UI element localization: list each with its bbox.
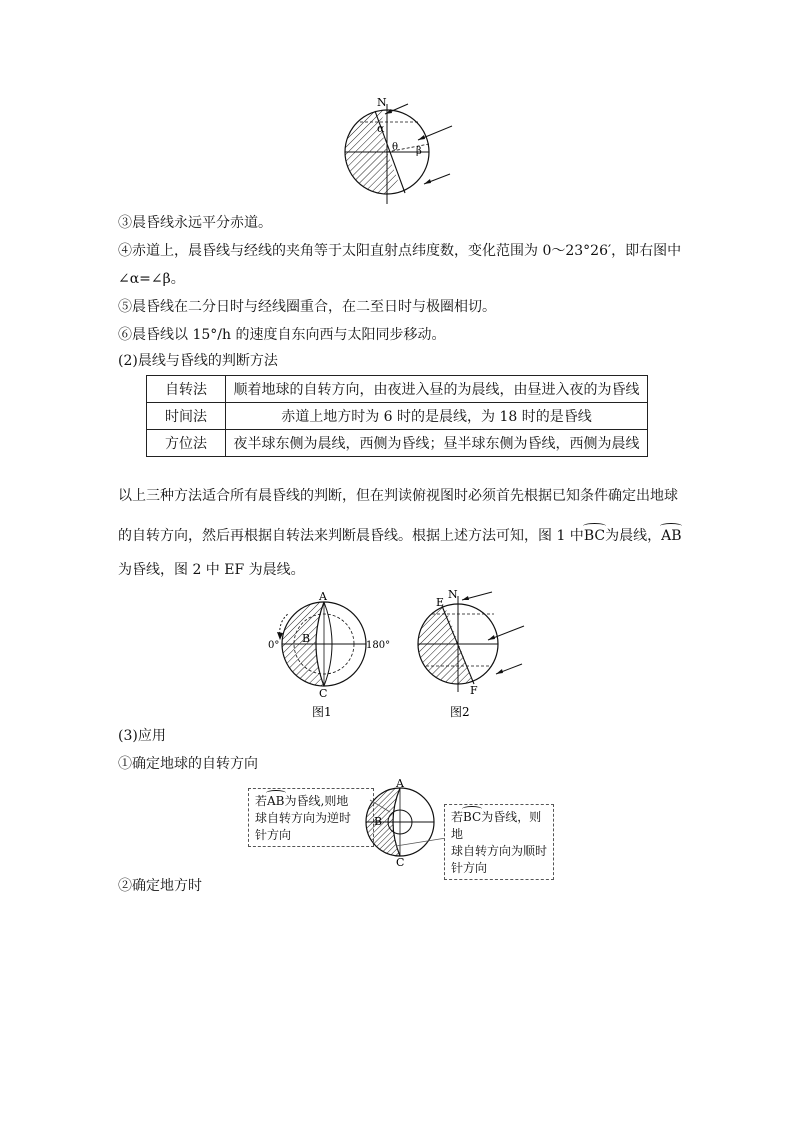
figure-3 xyxy=(360,778,450,868)
arc-ab: AB xyxy=(661,524,681,546)
application-item-1: ①确定地球的自转方向 xyxy=(118,756,258,772)
table-row xyxy=(147,376,648,403)
callout-text: 为昏线,则地 xyxy=(284,794,349,808)
figure-2 xyxy=(412,588,534,720)
method-description: 顺着地球的自转方向，由夜进入昼的为晨线，由昼进入夜的为昏线 xyxy=(226,376,648,403)
longitude-0-label: 0° xyxy=(268,640,280,651)
longitude-180-label: 180° xyxy=(366,640,391,651)
application-item-2: ②确定地方时 xyxy=(118,878,202,894)
callout-right-line-3: 针方向 xyxy=(451,861,488,875)
paragraph-line-1: 以上三种方法适合所有晨昏线的判断，但在判读俯视图时必须首先根据已知条件确定出地球 xyxy=(118,488,678,504)
callout-text: 为昏线，则地 xyxy=(451,810,542,841)
section-2-heading: (2)晨线与昏线的判断方法 xyxy=(118,353,278,369)
alpha-label: α xyxy=(377,122,385,135)
point-a-label: A xyxy=(396,778,404,790)
method-name: 方位法 xyxy=(147,430,226,457)
callout-right-line-2: 球自转方向为顺时 xyxy=(451,844,548,858)
point-4-line-2: ∠α=∠β。 xyxy=(118,271,185,287)
theta-label: θ xyxy=(392,142,399,153)
callout-left-line-2: 球自转方向为逆时 xyxy=(255,811,352,825)
point-f-label: F xyxy=(470,684,478,697)
point-6: ⑥晨昏线以 15°/h 的速度自东向西与太阳同步移动。 xyxy=(118,327,446,343)
judgment-method-table xyxy=(146,375,648,457)
point-b-label: B xyxy=(302,632,311,645)
method-description: 夜半球东侧为晨线，西侧为昏线；昼半球东侧为昏线，西侧为晨线 xyxy=(226,430,648,457)
paragraph-line-3: 为昏线，图 2 中 EF 为晨线。 xyxy=(118,562,305,578)
section-3-heading: (3)应用 xyxy=(118,728,166,744)
point-4-line-1: ④赤道上，晨昏线与经线的夹角等于太阳直射点纬度数，变化范围为 0～23°26′，即右图中 xyxy=(118,243,682,259)
figure-1 xyxy=(266,592,394,720)
north-label: N xyxy=(377,96,387,109)
terminator-angle-figure xyxy=(330,92,460,212)
table-row xyxy=(147,403,648,430)
paragraph-text: 为晨线， xyxy=(605,528,662,544)
point-e-label: E xyxy=(436,596,445,609)
callout-left xyxy=(248,788,374,847)
point-c-label: C xyxy=(396,856,405,868)
callout-text: 若 xyxy=(451,810,464,824)
callout-left-line-3: 针方向 xyxy=(255,828,292,842)
callout-right-line-1 xyxy=(451,807,547,843)
figure-1-caption: 图1 xyxy=(312,705,332,719)
point-a-label: A xyxy=(319,592,327,603)
point-3: ③晨昏线永远平分赤道。 xyxy=(118,215,272,231)
figure-2-caption: 图2 xyxy=(450,705,470,719)
callout-left-line-1 xyxy=(255,791,367,810)
arc-bc: BC xyxy=(584,524,605,546)
method-name: 时间法 xyxy=(147,403,226,430)
table-row xyxy=(147,430,648,457)
method-name: 自转法 xyxy=(147,376,226,403)
callout-right xyxy=(444,804,554,880)
point-b-label: B xyxy=(374,815,383,828)
north-label: N xyxy=(448,588,458,601)
paragraph-text: 的自转方向，然后再根据自转法来判断晨昏线。根据上述方法可知，图 1 中 xyxy=(118,528,584,544)
paragraph-line-2 xyxy=(118,524,681,546)
point-c-label: C xyxy=(319,687,328,700)
callout-text: 若 xyxy=(255,794,268,808)
point-5: ⑤晨昏线在二分日时与经线圈重合，在二至日时与极圈相切。 xyxy=(118,299,496,315)
beta-label: β xyxy=(416,146,422,157)
arc-ab: AB xyxy=(267,791,284,810)
method-description: 赤道上地方时为 6 时的是晨线，为 18 时的是昏线 xyxy=(226,403,648,430)
arc-bc: BC xyxy=(463,807,481,826)
